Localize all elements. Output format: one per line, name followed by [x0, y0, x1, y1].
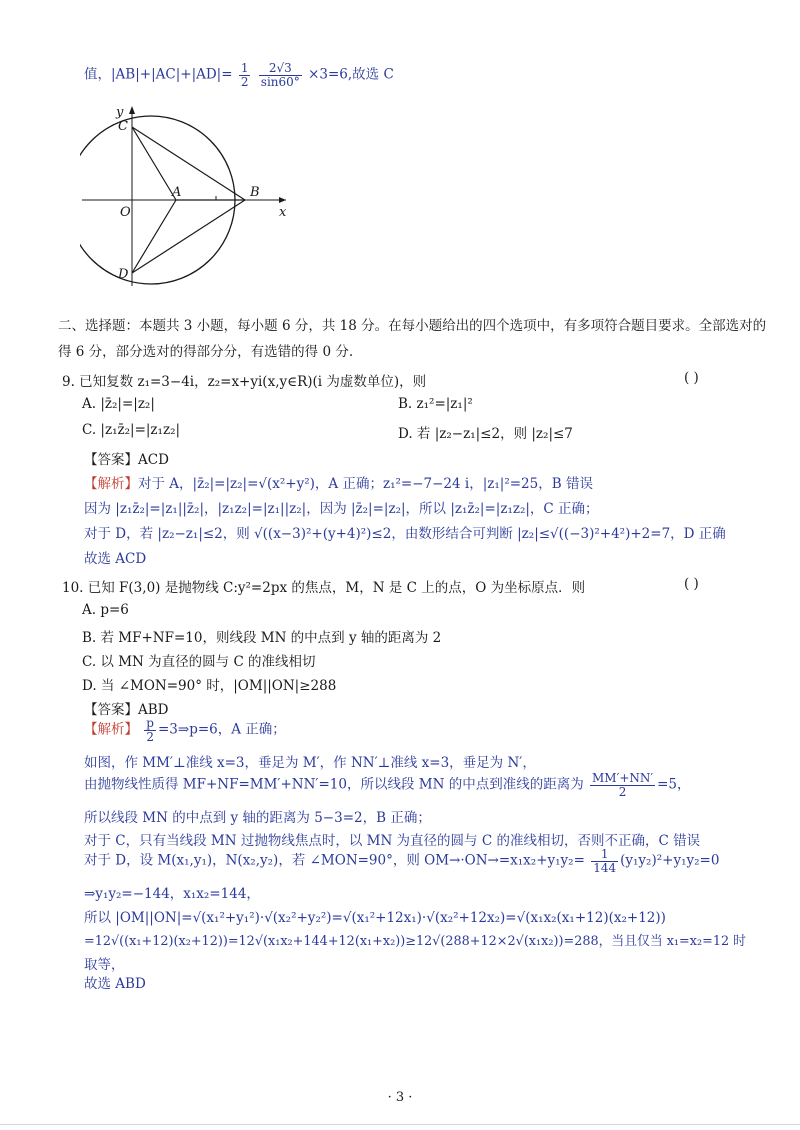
q10-analysis-2: 如图，作 MM′⊥准线 x=3，垂足为 M′，作 NN′⊥准线 x=3，垂足为 N′，	[84, 755, 536, 771]
label-O: O	[120, 205, 131, 220]
analysis-text: =3⇒p=6，A 正确；	[157, 721, 286, 738]
frac-num: MM′+NN′	[592, 771, 654, 785]
q9-stem: 9. 已知复数 z₁=3−4i，z₂=x+yi(x,y∈R)(i 为虚数单位)，则	[62, 374, 427, 390]
q10-option-c: C. 以 MN 为直径的圆与 C 的准线相切	[82, 654, 316, 670]
fraction-p-over-2	[144, 717, 156, 743]
y-axis-arrow	[129, 106, 135, 114]
frac-num: 1	[240, 61, 249, 75]
label-D: D	[118, 267, 129, 282]
top-continuation	[84, 62, 394, 88]
q10-analysis-8: 所以 |OM||ON|=√(x₁²+y₁²)·√(x₂²+y₂²)=√(x₁²+12x₁)·√(x₂²+12x₂)=√(x₁x₂(x₁+12)(x₂+12))	[84, 910, 666, 926]
q10-analysis-7: ⇒y₁y₂=−144，x₁x₂=144，	[84, 886, 260, 902]
fraction-1-over-144	[591, 848, 618, 874]
label-A: A	[172, 185, 182, 200]
q9-option-c: C. |z₁z̄₂|=|z₁z₂|	[82, 422, 181, 438]
q9-answer: 【答案】ACD	[84, 452, 169, 468]
analysis-text: 对于 A，|z̄₂|=|z₂|=√(x²+y²)，A 正确；z₁²=−7−24 i，|z₁|²=25，B 错误	[138, 476, 593, 492]
q10-option-b: B. 若 MF+NF=10，则线段 MN 的中点到 y 轴的距离为 2	[82, 630, 442, 646]
q9-analysis-3: 对于 D，若 |z₂−z₁|≤2，则 √((x−3)²+(y+4)²)≤2，由数形结合可判断 |z₂|≤√((−3)²+4²)+2=7，D 正确	[84, 526, 726, 542]
q10-analysis-6	[84, 848, 719, 874]
segment-CB	[132, 127, 245, 200]
q10-option-d: D. 当 ∠MON=90° 时，|OM||ON|≥288	[82, 678, 337, 694]
q9-option-a: A. |z̄₂|=|z₂|	[82, 396, 155, 412]
geometry-figure	[80, 100, 300, 290]
frac-num: 2√3	[259, 62, 302, 76]
analysis-text: =5，	[657, 776, 691, 793]
analysis-tag: 【解析】	[84, 721, 138, 738]
q10-analysis-5: 对于 C，只有当线段 MN 过抛物线焦点时，以 MN 为直径的圆与 C 的准线相切，否则不正确，C 错误	[84, 833, 701, 849]
frac-den: 144	[593, 860, 617, 875]
section-header-line1: 二、选择题：本题共 3 小题，每小题 6 分，共 18 分。在每小题给出的四个选项中，有多项符合题目要求。全部选对的	[58, 318, 767, 334]
q9-analysis-1	[84, 472, 593, 492]
bottom-rule	[0, 1124, 800, 1125]
frac-den: 2	[240, 74, 249, 89]
q10-answer-paren: ( )	[684, 576, 699, 592]
q10-option-a: A. p=6	[82, 602, 129, 618]
frac-den: sin60°	[260, 74, 300, 89]
q9-option-d: D. 若 |z₂−z₁|≤2，则 |z₂|≤7	[398, 426, 573, 442]
q9-option-b: B. z₁²=|z₁|²	[398, 396, 473, 412]
section-header-line2: 得 6 分，部分选对的得部分分，有选错的得 0 分.	[58, 344, 354, 360]
q9-answer-paren: ( )	[684, 370, 699, 386]
segment-CA	[132, 127, 176, 200]
q9-analysis-2: 因为 |z₁z̄₂|=|z₁||z̄₂|，|z₁z₂|=|z₁||z₂|，因为 |z̄₂|=|z₂|，所以 |z₁z̄₂|=|z₁z₂|，C 正确；	[84, 501, 599, 517]
frac-den: 2	[618, 784, 627, 799]
q9-analysis-4: 故选 ACD	[84, 551, 147, 567]
frac-den: 2	[146, 729, 154, 744]
q10-answer: 【答案】ABD	[84, 702, 169, 718]
label-C: C	[118, 119, 128, 134]
q10-analysis-3	[84, 772, 691, 798]
fraction-midpoint	[590, 772, 655, 798]
q10-stem: 10. 已知 F(3,0) 是抛物线 C:y²=2px 的焦点，M，N 是 C 上的点，O 为坐标原点．则	[62, 580, 586, 596]
label-y: y	[116, 105, 124, 120]
analysis-text: 对于 D，设 M(x₁,y₁)，N(x₂,y₂)，若 ∠MON=90°，则 OM→·ON→=x₁x₂+y₁y₂=	[84, 852, 585, 869]
page-number: · 3 ·	[387, 1090, 413, 1105]
x-axis-arrow	[279, 197, 286, 203]
fraction-half	[239, 62, 251, 88]
label-B: B	[250, 185, 260, 200]
q10-analysis-11: 故选 ABD	[84, 976, 146, 992]
q10-analysis-9: =12√((x₁+12)(x₂+12))=12√(x₁x₂+144+12(x₁+x₂))≥12√(288+12×2√(x₁x₂))=288，当且仅当 x₁=x₂=12 时	[84, 934, 746, 949]
fraction-sqrt	[259, 62, 302, 88]
q10-analysis-4: 所以线段 MN 的中点到 y 轴的距离为 5−3=2，B 正确；	[84, 810, 431, 826]
top-prefix: 值，|AB|+|AC|+|AD|=	[84, 66, 233, 83]
segment-DB	[132, 200, 245, 273]
q10-analysis-10: 取等，	[84, 957, 125, 973]
segment-DA	[132, 200, 176, 273]
analysis-text: 由抛物线性质得 MF+NF=MM′+NN′=10，所以线段 MN 的中点到准线的距离为	[84, 776, 584, 793]
frac-num: p	[146, 716, 154, 730]
analysis-text: (y₁y₂)²+y₁y₂=0	[620, 852, 720, 869]
frac-num: 1	[591, 848, 618, 862]
top-suffix: ×3=6,故选 C	[308, 66, 394, 83]
label-x: x	[279, 205, 287, 220]
q10-analysis-1	[84, 717, 286, 743]
analysis-tag: 【解析】	[84, 476, 138, 492]
